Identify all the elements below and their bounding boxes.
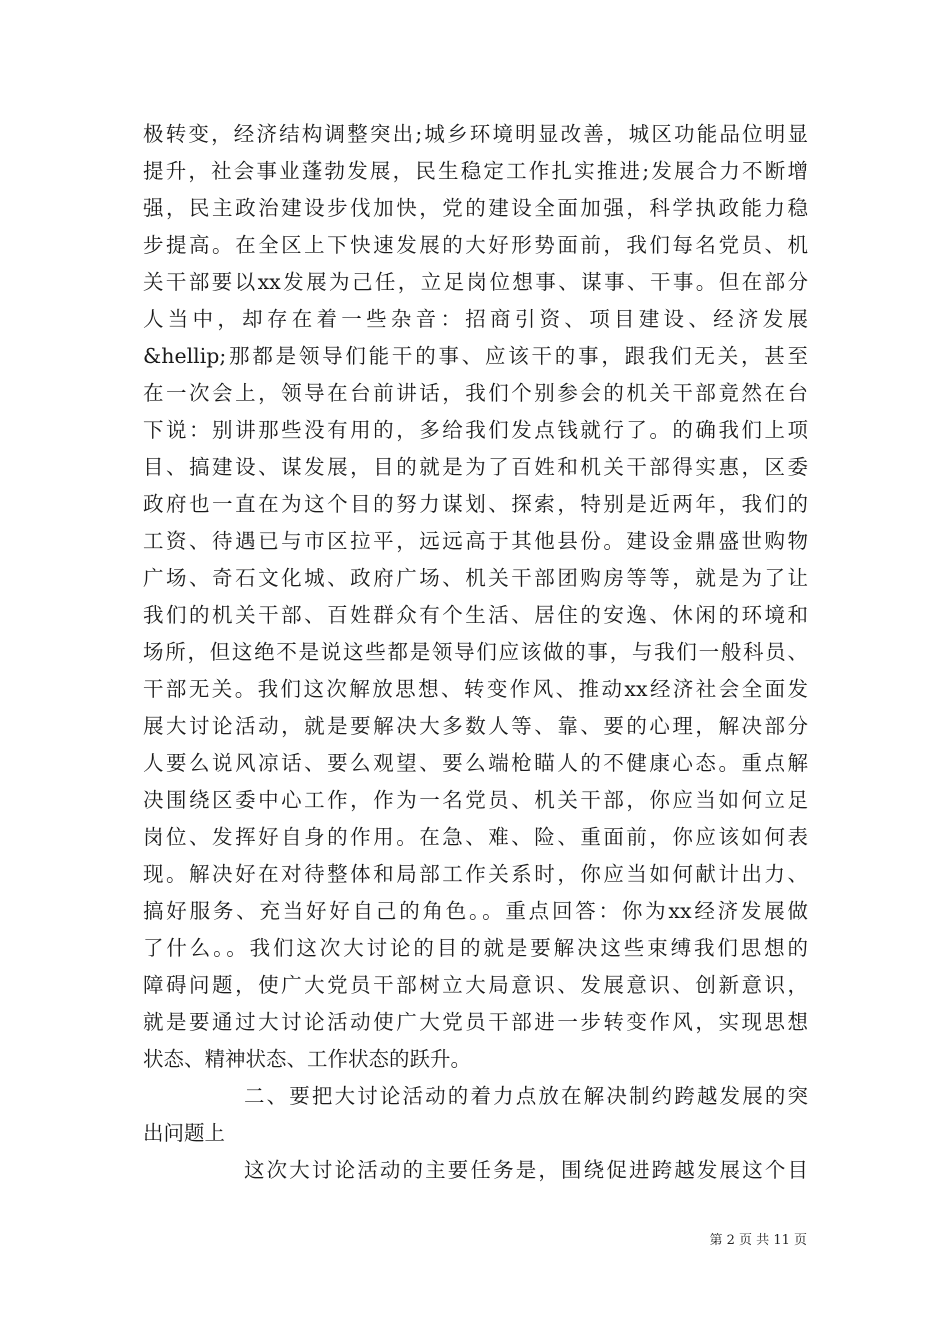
text-line: 就是要通过大讨论活动使广大党员干部进一步转变作风，实现思想 (143, 1010, 808, 1034)
text-line: 提升，社会事业蓬勃发展，民生稳定工作扎实推进;发展合力不断增 (143, 159, 808, 183)
text-line: 了什么。。我们这次大讨论的目的就是要解决这些束缚我们思想的 (143, 936, 808, 960)
text-line: 人要么说风凉话、要么观望、要么端枪瞄人的不健康心态。重点解 (143, 751, 808, 775)
text-line: 关干部要以xx发展为己任，立足岗位想事、谋事、干事。但在部分 (143, 270, 808, 294)
page-number: 第 2 页 共 11 页 (709, 1233, 807, 1248)
text-line: 决围绕区委中心工作，作为一名党员、机关干部，你应当如何立足 (143, 788, 808, 812)
text-line: 现。解决好在对待整体和局部工作关系时，你应当如何献计出力、 (143, 862, 808, 886)
text-line: 搞好服务、充当好好自己的角色。。重点回答：你为xx经济发展做 (143, 899, 808, 923)
text-line: 这次大讨论活动的主要任务是，围绕促进跨越发展这个目 (244, 1158, 808, 1182)
text-line: 干部无关。我们这次解放思想、转变作风、推动xx经济社会全面发 (143, 677, 808, 701)
text-line: 政府也一直在为这个目的努力谋划、探索，特别是近两年，我们的 (143, 492, 808, 516)
text-line: 工资、待遇已与市区拉平，远远高于其他县份。建设金鼎盛世购物 (143, 529, 808, 553)
text-line: 极转变，经济结构调整突出;城乡环境明显改善，城区功能品位明显 (143, 122, 808, 146)
text-line: 障碍问题，使广大党员干部树立大局意识、发展意识、创新意识， (143, 973, 808, 997)
section-heading-line: 出问题上 (143, 1121, 225, 1145)
body-text (143, 116, 808, 1189)
text-line: 目、搞建设、谋发展，目的就是为了百姓和机关干部得实惠，区委 (143, 455, 808, 479)
text-line: &hellip;那都是领导们能干的事、应该干的事，跟我们无关，甚至 (143, 344, 808, 368)
text-line: 强，民主政治建设步伐加快，党的建设全面加强，科学执政能力稳 (143, 196, 808, 220)
text-line: 步提高。在全区上下快速发展的大好形势面前，我们每名党员、机 (143, 233, 808, 257)
text-line: 展大讨论活动，就是要解决大多数人等、靠、要的心理，解决部分 (143, 714, 808, 738)
text-line: 广场、奇石文化城、政府广场、机关干部团购房等等，就是为了让 (143, 566, 808, 590)
section-heading-line: 二、要把大讨论活动的着力点放在解决制约跨越发展的突 (244, 1084, 808, 1108)
text-line: 我们的机关干部、百姓群众有个生活、居住的安逸、休闲的环境和 (143, 603, 808, 627)
text-line: 场所，但这绝不是说这些都是领导们应该做的事，与我们一般科员、 (143, 640, 808, 664)
text-line: 岗位、发挥好自身的作用。在急、难、险、重面前，你应该如何表 (143, 825, 808, 849)
text-line: 人当中，却存在着一些杂音：招商引资、项目建设、经济发展 (143, 307, 808, 331)
text-line: 下说：别讲那些没有用的，多给我们发点钱就行了。的确我们上项 (143, 418, 808, 442)
text-line: 状态、精神状态、工作状态的跃升。 (143, 1047, 471, 1071)
text-line: 在一次会上，领导在台前讲话，我们个别参会的机关干部竟然在台 (143, 381, 808, 405)
